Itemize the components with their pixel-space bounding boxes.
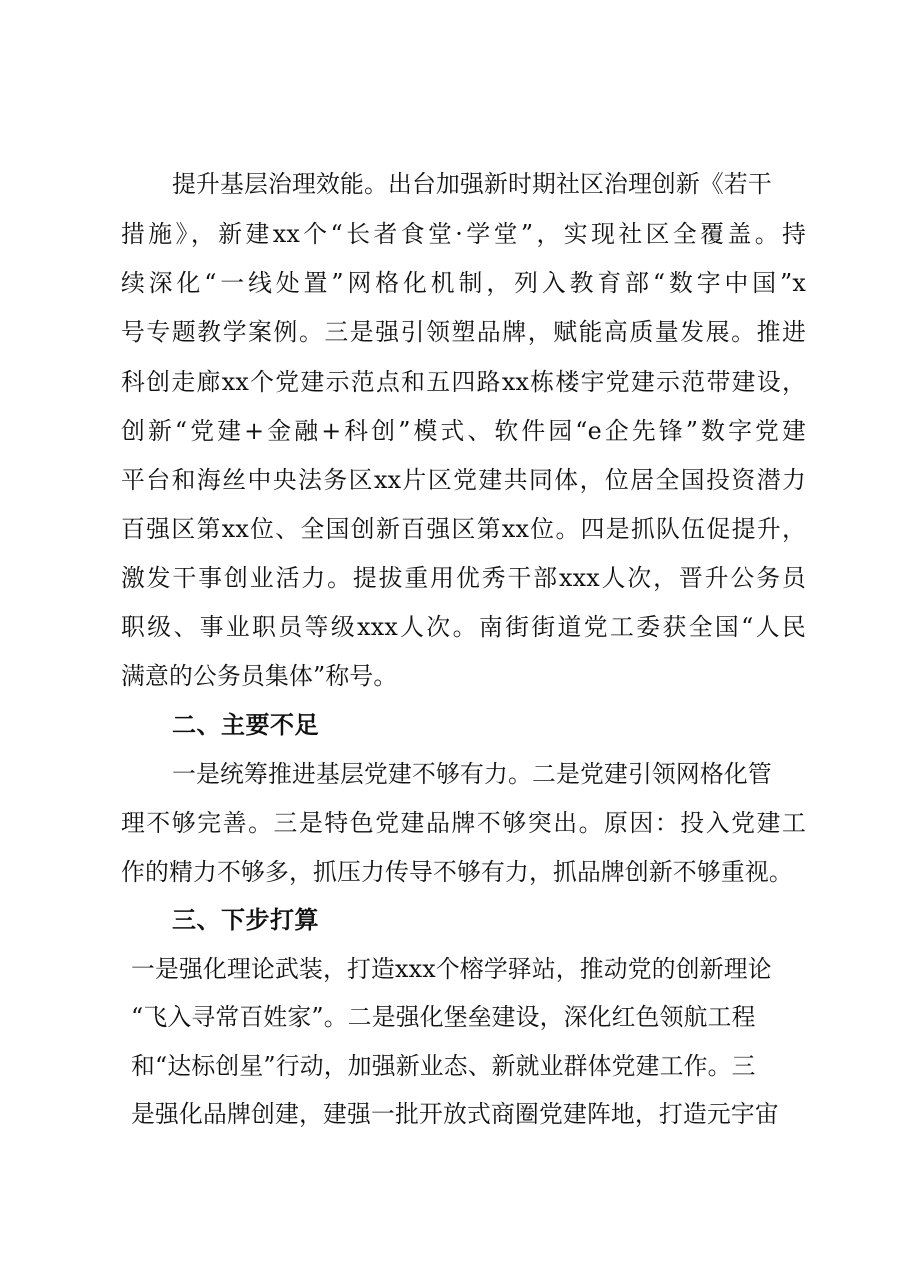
paragraph-line: 续深化“一线处置”网格化机制，列入教育部“数字中国”x bbox=[121, 269, 806, 297]
paragraph-line: 平台和海丝中央法务区xx片区党建共同体，位居全国投资潜力 bbox=[121, 466, 806, 494]
paragraph-line: 职级、事业职员等级xxx人次。南街街道党工委获全国“人民 bbox=[121, 613, 806, 641]
paragraph-line: 激发干事创业活力。提拔重用优秀干部xxx人次，晋升公务员 bbox=[121, 564, 806, 592]
paragraph-line: 一是强化理论武装，打造xxx个榕学驿站，推动党的创新理论 bbox=[131, 955, 772, 983]
paragraph-line: 是强化品牌创建，建强一批开放式商圈党建阵地，打造元宇宙 bbox=[131, 1100, 779, 1128]
paragraph-line: 提升基层治理效能。出台加强新时期社区治理创新《若干 bbox=[172, 170, 772, 198]
paragraph-line: 一是统筹推进基层党建不够有力。二是党建引领网格化管 bbox=[172, 760, 772, 788]
paragraph-line: 措施》，新建xx个“长者食堂·学堂”，实现社区全覆盖。持 bbox=[121, 220, 806, 248]
paragraph-line: 理不够完善。三是特色党建品牌不够突出。原因：投入党建工 bbox=[121, 809, 806, 837]
section-heading-shortcomings: 二、主要不足 bbox=[172, 711, 319, 739]
paragraph-line: 创新“党建+金融+科创”模式、软件园“e企先锋”数字党建 bbox=[121, 417, 806, 445]
paragraph-line: 和“达标创星”行动，加强新业态、新就业群体党建工作。三 bbox=[131, 1052, 756, 1080]
paragraph-line: 作的精力不够多，抓压力传导不够有力，抓品牌创新不够重视。 bbox=[121, 858, 793, 886]
section-heading-next-steps: 三、下步打算 bbox=[172, 906, 319, 934]
paragraph-line: 百强区第xx位、全国创新百强区第xx位。四是抓队伍促提升， bbox=[121, 515, 806, 543]
paragraph-line: 号专题教学案例。三是强引领塑品牌，赋能高质量发展。推进 bbox=[121, 318, 806, 346]
paragraph-line: 满意的公务员集体”称号。 bbox=[121, 662, 398, 690]
paragraph-line: “飞入寻常百姓家”。二是强化堡垒建设，深化红色领航工程 bbox=[131, 1003, 756, 1031]
paragraph-line: 科创走廊xx个党建示范点和五四路xx栋楼宇党建示范带建设， bbox=[121, 368, 806, 396]
